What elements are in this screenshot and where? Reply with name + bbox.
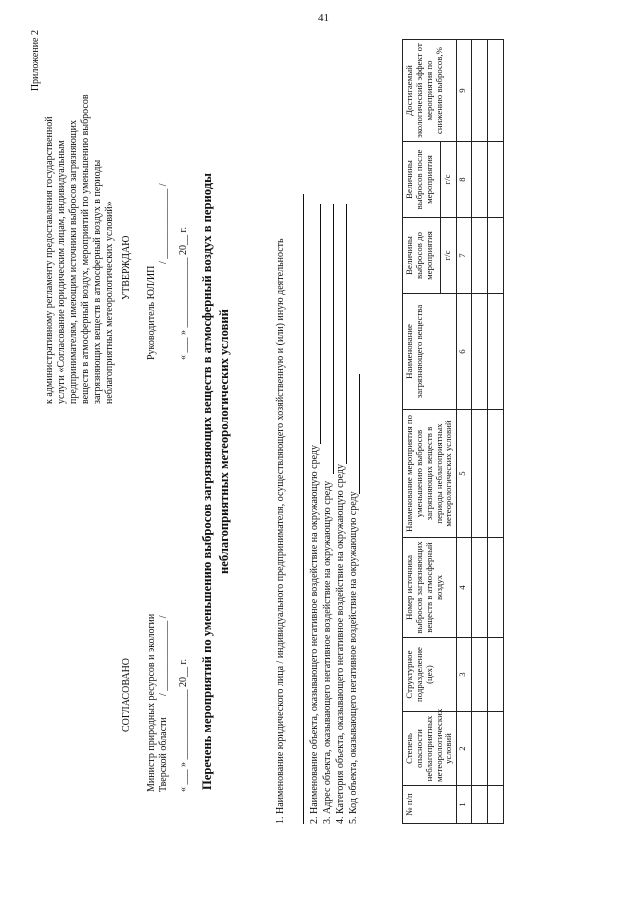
- column-number: 2: [457, 712, 472, 786]
- table-cell: [472, 638, 488, 712]
- table-row: [488, 40, 504, 824]
- agreed-region: Тверской области: [158, 717, 169, 792]
- field-object-category-line: [346, 204, 347, 464]
- field-object-address-line: [333, 204, 334, 474]
- field-object-code: 5. Код объекта, оказывающего негативное воздействие на окружающую среду: [348, 491, 359, 824]
- table-cell: [488, 40, 504, 142]
- column-number: 3: [457, 638, 472, 712]
- field-object-address: 3. Адрес объекта, оказывающего негативное воздействие на окружающую среду: [322, 480, 333, 824]
- unit-after: г/с: [440, 142, 456, 218]
- header-row-number: № п/п: [403, 786, 457, 824]
- appendix-line-5: загрязняющих веществ в атмосферный воздух в периоды: [92, 159, 103, 404]
- header-department: Структурное подразделение (цех): [403, 638, 457, 712]
- table-cell: [488, 786, 504, 824]
- page-number: 41: [318, 12, 329, 24]
- approved-signature-line: / ______________ /: [158, 183, 169, 264]
- column-number: 4: [457, 538, 472, 638]
- appendix-line-4: веществ в атмосферный воздух, мероприятий по уменьшению выбросов: [80, 94, 91, 404]
- header-pollutant-name: Наименование загрязняющего вещества: [403, 294, 457, 410]
- document-title-line-2: неблагоприятных метеорологических условий: [217, 309, 231, 574]
- table-cell: [472, 410, 488, 538]
- table-cell: [472, 712, 488, 786]
- table-cell: [488, 638, 504, 712]
- field-object-name-line: [320, 204, 321, 444]
- approved-title: УТВЕРЖДАЮ: [121, 235, 132, 300]
- agreed-signature-line: / ______________ /: [158, 615, 169, 696]
- header-measure-name: Наименование мероприятия по уменьшению выбросов загрязняющих веществ в периоды неблагоприятных метеорологических условий: [403, 410, 457, 538]
- table-cell: [472, 294, 488, 410]
- agreed-position: Министр природных ресурсов и экологии: [146, 613, 157, 792]
- appendix-line-3: предпринимателям, имеющим источники выбросов загрязняющих: [68, 120, 79, 404]
- table-cell: [472, 538, 488, 638]
- header-danger-level: Степень опасности неблагоприятных метеорологических условий: [403, 712, 457, 786]
- table-cell: [488, 410, 504, 538]
- table-cell: [472, 218, 488, 294]
- field-object-category: 4. Категория объекта, оказывающего негативное воздействие на окружающую среду: [335, 464, 346, 824]
- field-organization-name-line: [303, 194, 304, 824]
- appendix-title: Приложение 2: [30, 30, 41, 92]
- header-emissions-before: Величины выбросов до мероприятия: [403, 218, 441, 294]
- column-number: 7: [457, 218, 472, 294]
- appendix-line-6: неблагоприятных метеорологических условий»: [104, 201, 115, 404]
- header-ecological-effect: Достигаемый экологический эффект от мероприятия по снижению выбросов,%: [403, 40, 457, 142]
- appendix-line-1: к административному регламенту предоставления государственной: [44, 116, 55, 404]
- field-organization-name: 1. Наименование юридического лица / индивидуального предпринимателя, осуществляющего хозяйственную и (или) иную деятельность: [275, 238, 286, 824]
- landscape-form: [20, 22, 620, 882]
- header-emissions-after: Величины выбросов после мероприятия: [403, 142, 441, 218]
- agreed-date: « ___ » ______________ 20__ г.: [178, 659, 189, 792]
- table-cell: [488, 142, 504, 218]
- table-cell: [472, 142, 488, 218]
- table-cell: [488, 538, 504, 638]
- column-number: 1: [457, 786, 472, 824]
- agreed-title: СОГЛАСОВАНО: [121, 657, 132, 732]
- approved-position: Руководитель ЮЛ/ИП: [146, 265, 157, 360]
- header-source-number: Номер источника выбросов загрязняющих веществ в атмосферный воздух: [403, 538, 457, 638]
- column-number: 6: [457, 294, 472, 410]
- column-number: 5: [457, 410, 472, 538]
- document-title-line-1: Перечень мероприятий по уменьшению выбросов загрязняющих веществ в атмосферный воздух в периоды: [200, 173, 214, 790]
- field-object-code-line: [359, 374, 360, 494]
- table-cell: [472, 786, 488, 824]
- approved-date: « ___ » ______________ 20__ г.: [178, 227, 189, 360]
- table-row: [472, 40, 488, 824]
- unit-before: г/с: [440, 218, 456, 294]
- field-object-name: 2. Наименование объекта, оказывающего негативное воздействие на окружающую среду: [309, 445, 320, 824]
- table-cell: [488, 294, 504, 410]
- table-cell: [488, 712, 504, 786]
- column-number: 9: [457, 40, 472, 142]
- table-cell: [472, 40, 488, 142]
- column-number: 8: [457, 142, 472, 218]
- measures-table: [402, 39, 504, 824]
- table-cell: [488, 218, 504, 294]
- column-number-row: [457, 40, 472, 824]
- appendix-line-2: услуги «Согласование юридическим лицам, индивидуальным: [56, 140, 67, 404]
